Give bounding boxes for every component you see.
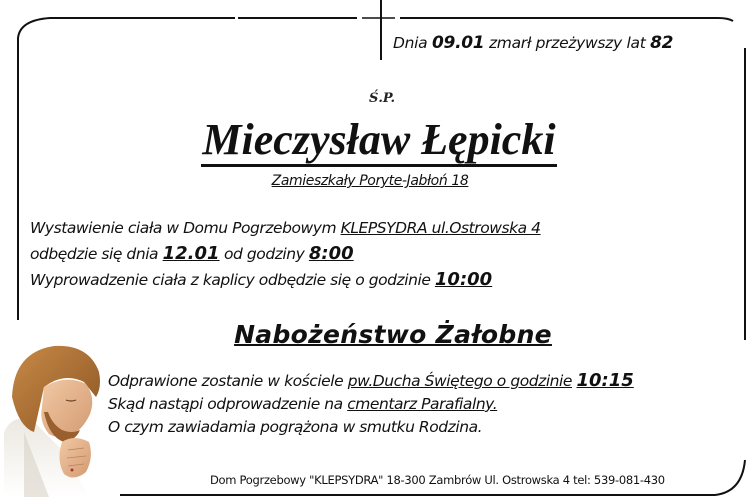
honorific: [0, 91, 750, 106]
departure-text: Wyprowadzenie ciała z kaplicy odbędzie się o godzinie: [30, 271, 431, 289]
church-name: pw.Ducha Świętego o godzinie: [347, 372, 572, 390]
residence: [0, 173, 750, 189]
died-middle: zmarł przeżywszy lat: [488, 34, 646, 52]
service-line2-prefix: Skąd nastąpi odprowadzenie na: [108, 395, 343, 413]
viewing-date: 12.01: [162, 243, 220, 264]
viewing-line-3: [30, 267, 541, 293]
viewing-time: 8:00: [308, 243, 354, 264]
departure-time: 10:00: [434, 269, 493, 290]
residence-text: Zamieszkały Poryte-Jabłoń 18: [271, 173, 469, 189]
viewing-line2-middle: od godziny: [224, 245, 305, 263]
service-title-text: Nabożeństwo Żałobne: [234, 320, 552, 349]
viewing-place: KLEPSYDRA ul.Ostrowska 4: [340, 219, 541, 237]
praying-jesus-portrait-icon: [4, 342, 124, 497]
service-line1-prefix: Odprawione zostanie w kościele: [108, 372, 344, 390]
viewing-line-1: [30, 215, 541, 241]
service-time: 10:15: [576, 370, 634, 391]
viewing-line2-prefix: odbędzie się dnia: [30, 245, 159, 263]
service-line-3: [108, 416, 634, 439]
footer-text: Dom Pogrzebowy "KLEPSYDRA" 18-300 Zambrów Ul. Ostrowska 4 tel: 539-081-430: [210, 473, 665, 487]
honorific-text: Ś.P.: [368, 91, 396, 106]
deceased-name-text: Mieczysław Łępicki: [201, 116, 556, 167]
death-info: [393, 33, 673, 53]
age: 82: [650, 33, 674, 53]
deceased-name: [0, 116, 750, 167]
family-notice: O czym zawiadamia pogrążona w smutku Rodzina.: [108, 418, 483, 436]
viewing-line-2: [30, 241, 541, 267]
service-line-2: [108, 393, 634, 416]
viewing-line1-prefix: Wystawienie ciała w Domu Pogrzebowym: [30, 219, 337, 237]
viewing-info: [30, 215, 541, 293]
service-info: [108, 369, 634, 439]
death-date: 09.01: [432, 33, 485, 53]
funeral-home-footer: [210, 473, 665, 487]
died-prefix: Dnia: [393, 34, 428, 52]
cemetery-name: cmentarz Parafialny.: [347, 395, 498, 413]
service-line-1: [108, 369, 634, 393]
